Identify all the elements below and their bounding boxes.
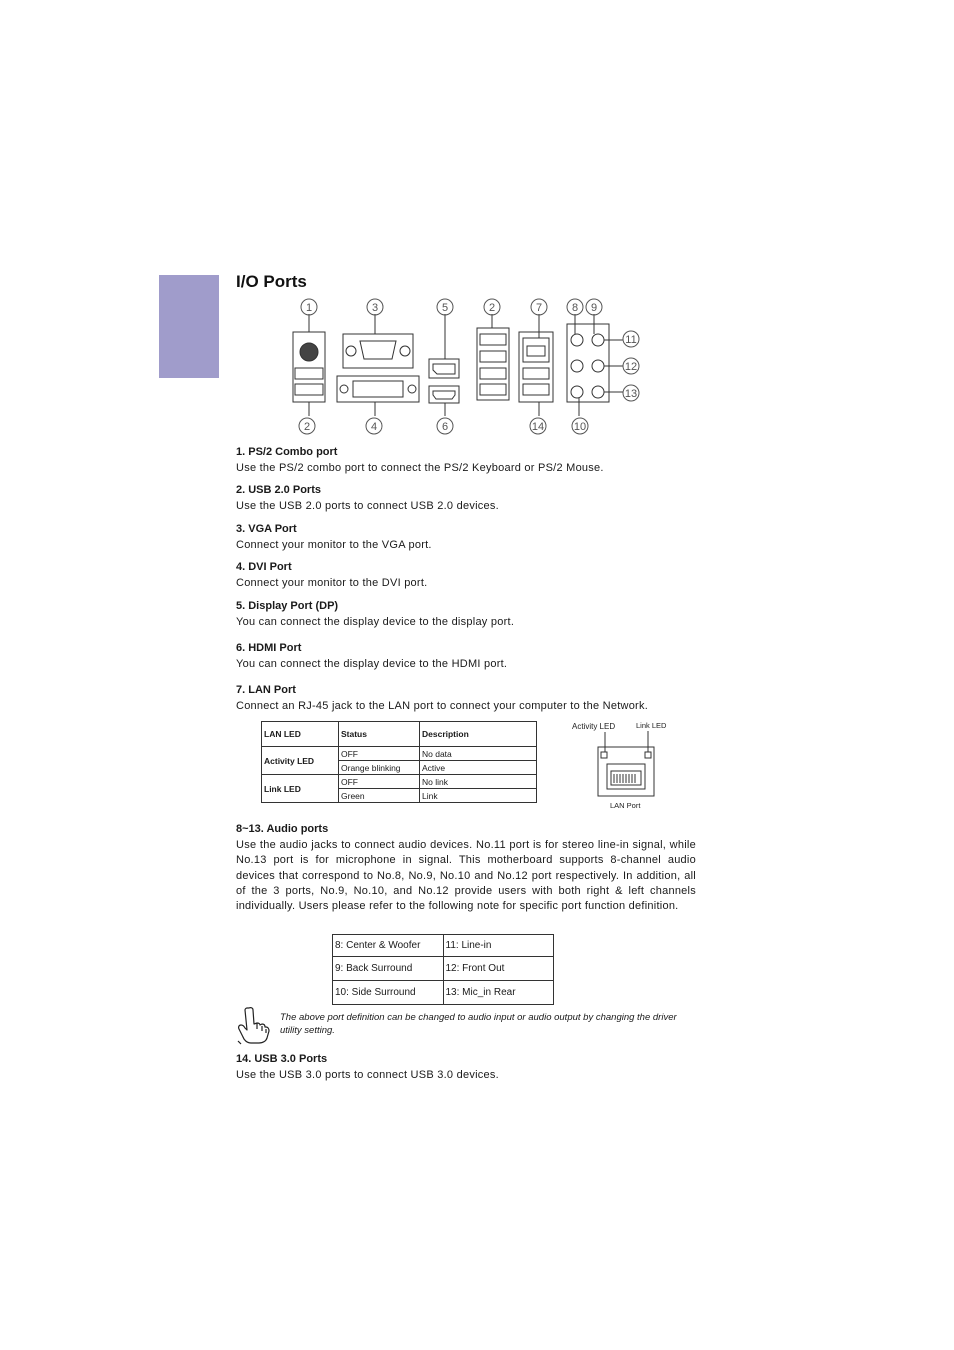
table-header: Status — [339, 722, 420, 747]
section-heading: 5. Display Port (DP) — [236, 600, 339, 612]
callout-label: 3 — [371, 302, 379, 314]
section-hdmi — [236, 641, 696, 672]
section-heading: 7. LAN Port — [236, 684, 296, 696]
callout-label: 10 — [573, 421, 587, 433]
section-text: You can connect the display device to the display port. — [236, 616, 515, 628]
section-usb2 — [236, 483, 696, 514]
section-lan — [236, 683, 696, 714]
callout-label: 9 — [590, 302, 598, 314]
table-cell: OFF — [339, 747, 420, 761]
section-text: Use the audio jacks to connect audio devices. No.11 port is for stereo line-in signal, while No.13 port is for microphone in signal. This motherboard supports 8-channel audio devices that correspond to No.8, No.9, No.10 and No.12 port respectively. In addition, all of the 3 ports, No.9, No.10, and No.12 provide users with both right & left channels individually. Users please refer to the following note for specific port function definition. — [236, 839, 696, 913]
activity-led-label: Activity LED — [572, 722, 616, 731]
table-cell: 8: Center & Woofer — [333, 935, 444, 957]
callout-label: 8 — [571, 302, 579, 314]
section-heading: 4. DVI Port — [236, 561, 292, 573]
section-text: Use the USB 3.0 ports to connect USB 3.0 devices. — [236, 1069, 499, 1081]
table-row — [333, 935, 554, 957]
section-usb3 — [236, 1052, 696, 1083]
table-cell: No data — [420, 747, 537, 761]
link-led-icon — [645, 752, 651, 758]
table-row — [333, 957, 554, 981]
callout-label: 11 — [625, 334, 637, 346]
section-text: Connect an RJ-45 jack to the LAN port to connect your computer to the Network. — [236, 700, 649, 712]
table-cell: 10: Side Surround — [333, 981, 444, 1005]
table-cell: Green — [339, 789, 420, 803]
note-text: The above port definition can be changed to audio input or audio output by changing the driver utility setting. — [280, 1012, 677, 1036]
table-row-label: Activity LED — [262, 747, 339, 775]
section-heading: 8~13. Audio ports — [236, 823, 329, 835]
lan-port-caption: LAN Port — [610, 801, 641, 810]
section-text: Use the PS/2 combo port to connect the PS/2 Keyboard or PS/2 Mouse. — [236, 462, 604, 474]
chapter-tab — [159, 275, 219, 378]
section-text: Use the USB 2.0 ports to connect USB 2.0 devices. — [236, 500, 499, 512]
section-heading: 3. VGA Port — [236, 523, 297, 535]
table-row — [262, 775, 537, 789]
section-heading: 6. HDMI Port — [236, 642, 302, 654]
pointing-hand-icon — [234, 1005, 270, 1045]
section-heading: 2. USB 2.0 Ports — [236, 484, 321, 496]
section-text: Connect your monitor to the DVI port. — [236, 577, 428, 589]
callout-label: 1 — [305, 302, 313, 314]
callout-label: 2 — [303, 421, 311, 433]
section-text: You can connect the display device to the HDMI port. — [236, 658, 508, 670]
section-ps2 — [236, 445, 696, 476]
section-heading: 14. USB 3.0 Ports — [236, 1053, 328, 1065]
table-cell: Link — [420, 789, 537, 803]
section-displayport — [236, 599, 696, 630]
page-title: I/O Ports — [236, 272, 307, 291]
table-cell: 11: Line-in — [443, 935, 554, 957]
callout-label: 4 — [370, 421, 378, 433]
lan-port-figure — [565, 716, 685, 816]
table-header: LAN LED — [262, 722, 339, 747]
audio-port-table — [332, 934, 554, 1005]
table-row — [262, 747, 537, 761]
link-led-label: Link LED — [636, 721, 667, 730]
section-dvi — [236, 560, 696, 591]
table-cell: 12: Front Out — [443, 957, 554, 981]
table-cell: No link — [420, 775, 537, 789]
activity-led-icon — [601, 752, 607, 758]
table-cell: Orange blinking — [339, 761, 420, 775]
table-header-row — [262, 722, 537, 747]
callout-label: 6 — [441, 421, 449, 433]
callout-label: 7 — [535, 302, 543, 314]
callout-label: 14 — [531, 421, 545, 433]
table-row — [333, 981, 554, 1005]
section-heading: 1. PS/2 Combo port — [236, 446, 338, 458]
callout-label: 12 — [624, 361, 638, 373]
section-vga — [236, 522, 696, 553]
table-cell: 9: Back Surround — [333, 957, 444, 981]
section-text: Connect your monitor to the VGA port. — [236, 539, 432, 551]
callout-label: 5 — [441, 302, 449, 314]
table-cell: OFF — [339, 775, 420, 789]
table-cell: Active — [420, 761, 537, 775]
lan-led-table — [261, 721, 537, 803]
table-row-label: Link LED — [262, 775, 339, 803]
callout-label: 13 — [624, 388, 638, 400]
table-header: Description — [420, 722, 537, 747]
table-cell: 13: Mic_in Rear — [443, 981, 554, 1005]
section-audio — [236, 822, 696, 914]
callout-label: 2 — [488, 302, 496, 314]
io-panel-diagram — [285, 296, 645, 438]
